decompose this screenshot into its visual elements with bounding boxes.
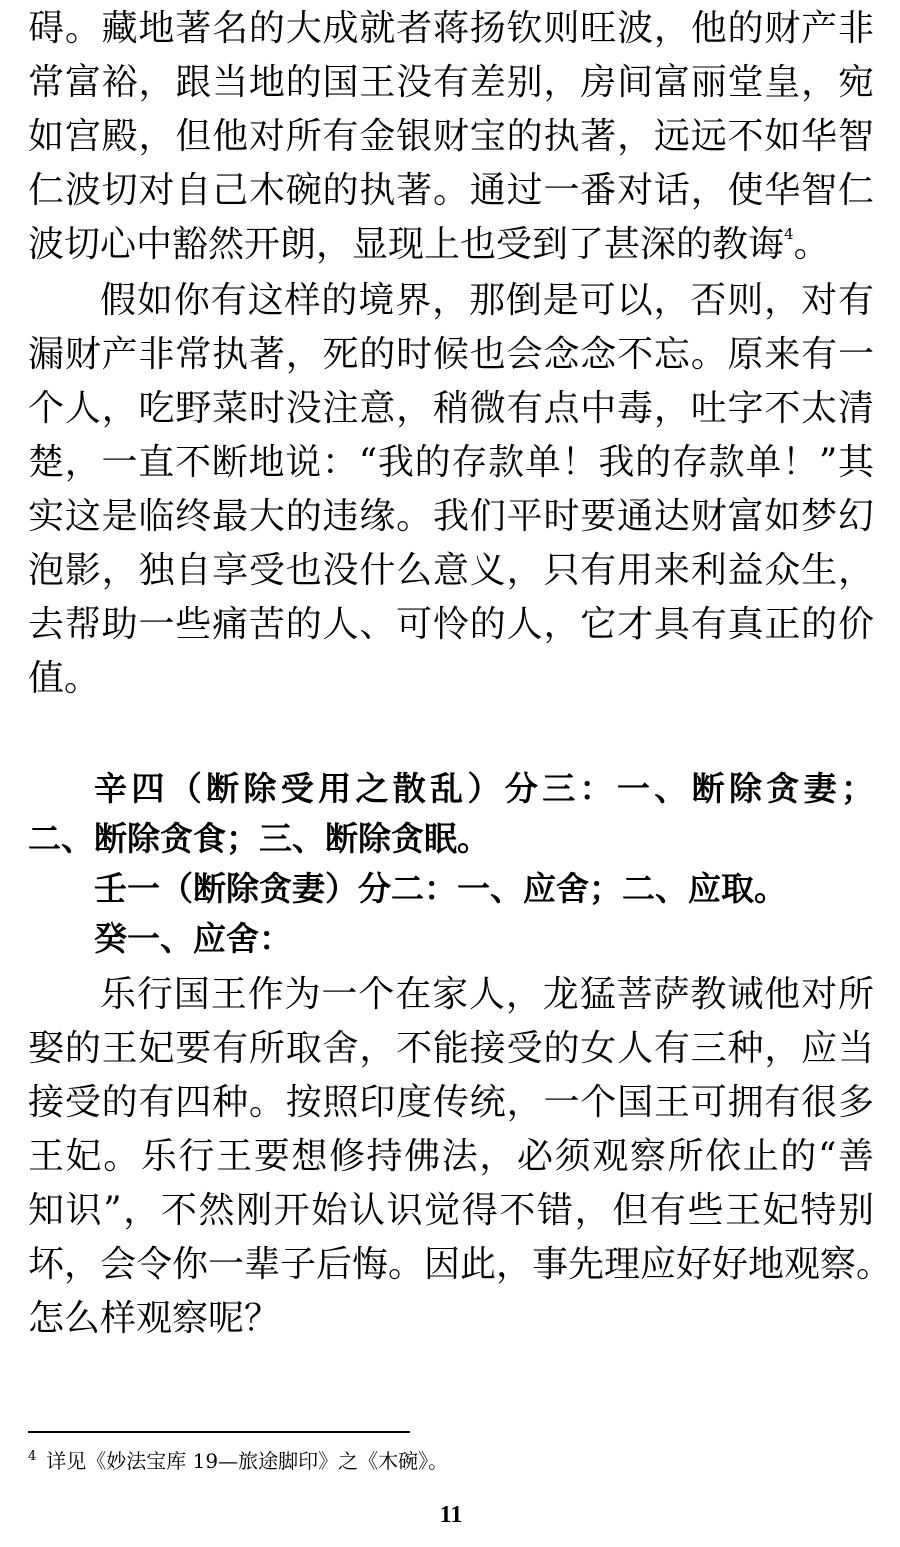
section-heading: 二、断除贪食；三、断除贪眠。 bbox=[28, 819, 490, 858]
text-line: 去帮助一些痛苦的人、可怜的人，它才具有真正的价 bbox=[28, 604, 874, 645]
text-line: 仁波切对自己木碗的执著。通过一番对话，使华智仁 bbox=[28, 170, 874, 211]
text-line: 泡影，独自享受也没什么意义，只有用来利益众生， bbox=[28, 550, 874, 591]
text-line: 接受的有四种。按照印度传统，一个国王可拥有很多 bbox=[28, 1082, 874, 1123]
paragraph bbox=[28, 968, 893, 1346]
text-line: 常富裕，跟当地的国王没有差别，房间富丽堂皇，宛 bbox=[28, 62, 874, 103]
footnote-mark: 4 bbox=[28, 1449, 37, 1465]
section-headings bbox=[28, 764, 874, 964]
text-line: 如宫殿，但他对所有金银财宝的执著，远远不如华智 bbox=[28, 116, 874, 157]
text-line: 知识”，不然刚开始认识觉得不错，但有些王妃特别 bbox=[28, 1190, 874, 1231]
text-line: 值。 bbox=[28, 658, 101, 699]
text-line: 假如你有这样的境界，那倒是可以，否则，对有 bbox=[100, 280, 874, 321]
text-line: 实这是临终最大的违缘。我们平时要通达财富如梦幻 bbox=[28, 496, 874, 537]
paragraph-continuation bbox=[28, 2, 874, 272]
text-line: 怎么样观察呢？ bbox=[28, 1298, 281, 1339]
section-heading: 壬一（断除贪妻）分二：一、应舍；二、应取。 bbox=[94, 869, 787, 908]
footnote bbox=[28, 1448, 448, 1474]
book-page bbox=[28, 0, 893, 1547]
text-line: 娶的王妃要有所取舍，不能接受的女人有三种，应当 bbox=[28, 1028, 874, 1069]
text-line: 个人，吃野菜时没注意，稍微有点中毒，吐字不太清 bbox=[28, 388, 874, 429]
text-line-end: 。 bbox=[793, 224, 830, 265]
text-line: 坏，会令你一辈子后悔。因此，事先理应好好地观察。 bbox=[28, 1244, 893, 1285]
footnote-text: 详见《妙法宝库 19—旅途脚印》之《木碗》。 bbox=[46, 1449, 449, 1473]
text-line bbox=[28, 218, 874, 272]
footnote-reference[interactable]: 4 bbox=[784, 225, 794, 243]
text-line: 碍。藏地著名的大成就者蒋扬钦则旺波，他的财产非 bbox=[28, 8, 874, 49]
text-line: 漏财产非常执著，死的时候也会念念不忘。原来有一 bbox=[28, 334, 874, 375]
footnote-divider bbox=[28, 1431, 410, 1433]
section-heading: 辛四（断除受用之散乱）分三：一、断除贪妻； bbox=[94, 769, 874, 808]
section-heading: 癸一、应舍： bbox=[94, 919, 292, 958]
text-line: 楚，一直不断地说：“我的存款单！我的存款单！”其 bbox=[28, 442, 874, 483]
page-number: 11 bbox=[439, 1502, 463, 1528]
text-line: 乐行国王作为一个在家人，龙猛菩萨教诫他对所 bbox=[100, 974, 874, 1015]
text-line: 王妃。乐行王要想修持佛法，必须观察所依止的“善 bbox=[28, 1136, 874, 1177]
paragraph bbox=[28, 274, 874, 706]
text-line-content: 波切心中豁然开朗，显现上也受到了甚深的教诲 bbox=[28, 224, 785, 265]
